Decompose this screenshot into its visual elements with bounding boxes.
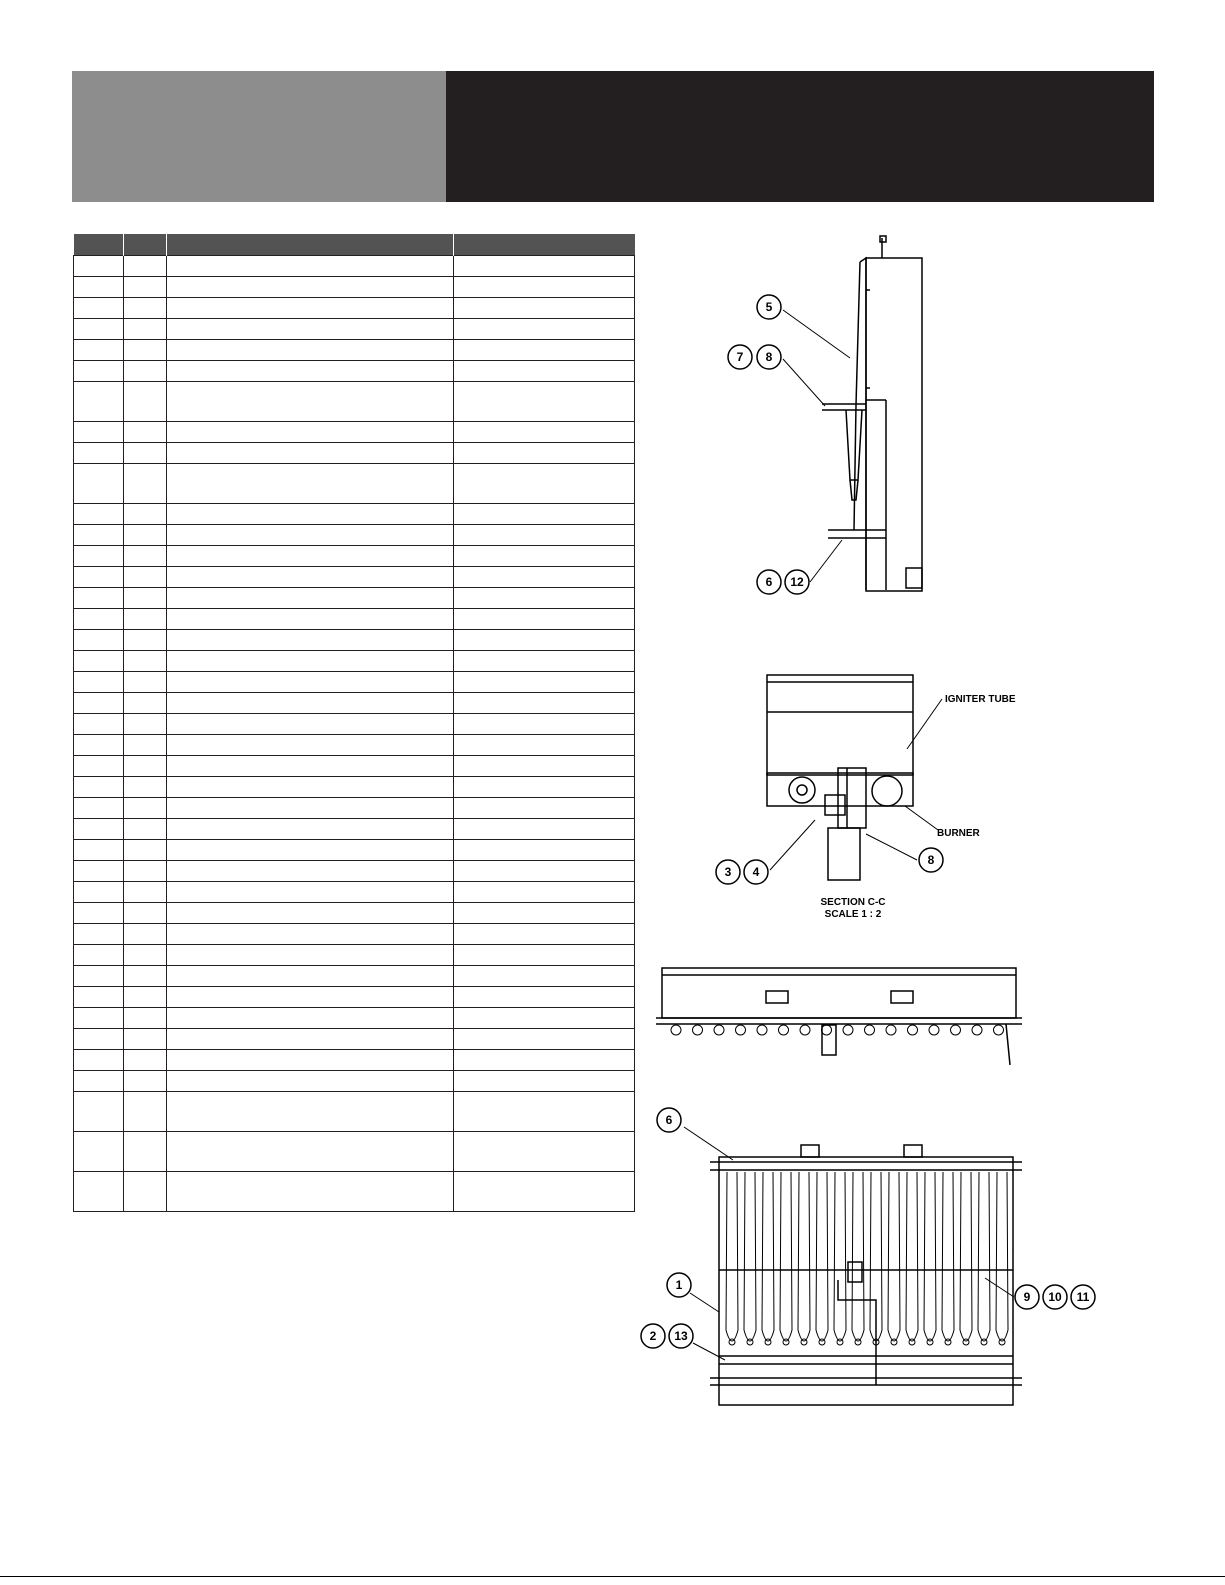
parts-table-row bbox=[74, 1132, 635, 1172]
parts-table-cell bbox=[124, 924, 167, 945]
parts-table-cell bbox=[167, 882, 454, 903]
parts-table-cell bbox=[124, 777, 167, 798]
parts-table-cell bbox=[454, 277, 635, 298]
parts-table-cell bbox=[74, 298, 124, 319]
parts-table-cell bbox=[167, 672, 454, 693]
bottom-view-burner-tubes bbox=[726, 1172, 1008, 1345]
igniter-tube-label: IGNITER TUBE bbox=[945, 694, 1016, 705]
burner-tube bbox=[996, 1172, 1008, 1341]
parts-table-row bbox=[74, 1008, 635, 1029]
parts-table-cell bbox=[167, 798, 454, 819]
front-nozzle bbox=[886, 1025, 896, 1035]
front-nozzle bbox=[929, 1025, 939, 1035]
parts-table-cell bbox=[454, 1172, 635, 1212]
parts-table-cell bbox=[124, 693, 167, 714]
burner-tube bbox=[780, 1172, 792, 1341]
parts-table-row bbox=[74, 693, 635, 714]
header-cell-description bbox=[167, 234, 454, 256]
parts-table-cell bbox=[124, 672, 167, 693]
burner-tube bbox=[726, 1172, 738, 1341]
parts-table-cell bbox=[454, 924, 635, 945]
parts-table-cell bbox=[167, 651, 454, 672]
parts-table-row bbox=[74, 819, 635, 840]
parts-table-cell bbox=[454, 1029, 635, 1050]
parts-table-cell bbox=[124, 945, 167, 966]
parts-table-cell bbox=[74, 987, 124, 1008]
parts-table-cell bbox=[124, 1172, 167, 1212]
parts-table-cell bbox=[167, 443, 454, 464]
callout-number: 8 bbox=[927, 853, 935, 867]
burner-tube bbox=[978, 1172, 990, 1341]
parts-table-cell bbox=[454, 714, 635, 735]
parts-table-cell bbox=[454, 735, 635, 756]
parts-table-cell bbox=[454, 1132, 635, 1172]
parts-table-cell bbox=[167, 840, 454, 861]
parts-table-cell bbox=[167, 382, 454, 422]
front-nozzle bbox=[951, 1025, 961, 1035]
parts-table-cell bbox=[124, 1092, 167, 1132]
parts-table-cell bbox=[167, 966, 454, 987]
parts-table bbox=[73, 234, 635, 1212]
parts-table-cell bbox=[74, 443, 124, 464]
parts-table-cell bbox=[454, 798, 635, 819]
parts-table-row bbox=[74, 1092, 635, 1132]
parts-table-cell bbox=[124, 546, 167, 567]
parts-table-cell bbox=[167, 903, 454, 924]
front-nozzle bbox=[693, 1025, 703, 1035]
parts-table-cell bbox=[454, 464, 635, 504]
parts-table-cell bbox=[167, 1172, 454, 1212]
burner-orifice bbox=[819, 1339, 825, 1345]
callout-number: 13 bbox=[674, 1329, 688, 1343]
parts-table-cell bbox=[167, 777, 454, 798]
parts-table-cell bbox=[74, 422, 124, 443]
parts-table-cell bbox=[74, 277, 124, 298]
parts-table-cell bbox=[167, 714, 454, 735]
parts-table-cell bbox=[454, 861, 635, 882]
parts-table-cell bbox=[124, 464, 167, 504]
parts-table-row bbox=[74, 756, 635, 777]
header-cell-qty bbox=[124, 234, 167, 256]
parts-table-cell bbox=[167, 1092, 454, 1132]
parts-table-row bbox=[74, 298, 635, 319]
parts-table-body bbox=[74, 256, 635, 1212]
parts-table-row bbox=[74, 630, 635, 651]
parts-table-cell bbox=[454, 361, 635, 382]
parts-table-cell bbox=[167, 567, 454, 588]
parts-table-row bbox=[74, 422, 635, 443]
parts-table-cell bbox=[167, 1029, 454, 1050]
parts-table-cell bbox=[167, 298, 454, 319]
parts-table-cell bbox=[454, 966, 635, 987]
side-view-callout-leaders bbox=[783, 310, 850, 582]
burner-orifice bbox=[729, 1339, 735, 1345]
parts-table-cell bbox=[124, 422, 167, 443]
burner-tube bbox=[924, 1172, 936, 1341]
parts-table-row bbox=[74, 1050, 635, 1071]
parts-table-row bbox=[74, 525, 635, 546]
parts-table-cell bbox=[454, 903, 635, 924]
parts-table-row bbox=[74, 945, 635, 966]
parts-table-cell bbox=[167, 464, 454, 504]
parts-table-cell bbox=[454, 693, 635, 714]
parts-table-cell bbox=[167, 361, 454, 382]
parts-table-cell bbox=[167, 1071, 454, 1092]
parts-table-cell bbox=[124, 756, 167, 777]
burner-tube bbox=[816, 1172, 828, 1341]
parts-table-cell bbox=[167, 546, 454, 567]
parts-table-cell bbox=[454, 630, 635, 651]
parts-table-cell bbox=[124, 1132, 167, 1172]
parts-table-row bbox=[74, 1029, 635, 1050]
parts-table-cell bbox=[74, 1132, 124, 1172]
callout-number: 12 bbox=[790, 575, 804, 589]
parts-table-cell bbox=[124, 256, 167, 277]
parts-table-cell bbox=[167, 256, 454, 277]
front-nozzle bbox=[736, 1025, 746, 1035]
burner-orifice bbox=[747, 1339, 753, 1345]
parts-table-row bbox=[74, 361, 635, 382]
parts-table-row bbox=[74, 882, 635, 903]
parts-table-cell bbox=[124, 382, 167, 422]
parts-table-cell bbox=[74, 924, 124, 945]
parts-table-row bbox=[74, 1071, 635, 1092]
side-view-drawing bbox=[822, 236, 922, 591]
parts-table-cell bbox=[74, 1071, 124, 1092]
parts-table-row bbox=[74, 277, 635, 298]
section-view-callouts bbox=[716, 848, 943, 884]
parts-table-cell bbox=[74, 546, 124, 567]
parts-table-cell bbox=[124, 277, 167, 298]
parts-table-cell bbox=[74, 966, 124, 987]
callout-number: 6 bbox=[665, 1113, 673, 1127]
parts-table-cell bbox=[167, 630, 454, 651]
footer-rule bbox=[0, 1576, 1225, 1577]
front-nozzle bbox=[822, 1025, 832, 1035]
parts-table-row bbox=[74, 966, 635, 987]
parts-table-cell bbox=[74, 882, 124, 903]
parts-table-cell bbox=[74, 504, 124, 525]
parts-table-cell bbox=[167, 924, 454, 945]
parts-table-cell bbox=[124, 298, 167, 319]
parts-table-row bbox=[74, 735, 635, 756]
parts-table-cell bbox=[74, 693, 124, 714]
parts-table-cell bbox=[167, 819, 454, 840]
front-nozzle bbox=[779, 1025, 789, 1035]
parts-table-cell bbox=[74, 819, 124, 840]
callout-number: 8 bbox=[765, 350, 773, 364]
parts-table-cell bbox=[454, 756, 635, 777]
callout-number: 3 bbox=[724, 865, 732, 879]
burner-tube bbox=[942, 1172, 954, 1341]
header-cell-item bbox=[74, 234, 124, 256]
burner-tube bbox=[888, 1172, 900, 1341]
parts-table-row bbox=[74, 319, 635, 340]
parts-table-cell bbox=[454, 672, 635, 693]
front-nozzle bbox=[757, 1025, 767, 1035]
parts-table-cell bbox=[167, 1050, 454, 1071]
parts-table-cell bbox=[124, 966, 167, 987]
parts-table-cell bbox=[454, 1050, 635, 1071]
parts-table-row bbox=[74, 903, 635, 924]
header-grey-block bbox=[72, 71, 446, 202]
parts-table-cell bbox=[167, 1132, 454, 1172]
front-nozzle bbox=[843, 1025, 853, 1035]
parts-table-cell bbox=[454, 443, 635, 464]
parts-table-row bbox=[74, 443, 635, 464]
burner-orifice bbox=[801, 1339, 807, 1345]
parts-table-row bbox=[74, 987, 635, 1008]
parts-table-cell bbox=[454, 382, 635, 422]
parts-table-cell bbox=[167, 609, 454, 630]
parts-table-cell bbox=[167, 319, 454, 340]
parts-table-cell bbox=[167, 504, 454, 525]
parts-table-cell bbox=[74, 777, 124, 798]
parts-table-cell bbox=[124, 1071, 167, 1092]
section-view-leaders bbox=[770, 699, 942, 870]
burner-orifice bbox=[855, 1339, 861, 1345]
front-nozzle bbox=[994, 1025, 1004, 1035]
parts-table-cell bbox=[74, 672, 124, 693]
header-cell-part-number bbox=[454, 234, 635, 256]
burner-orifice bbox=[963, 1339, 969, 1345]
parts-table-cell bbox=[167, 588, 454, 609]
parts-table-cell bbox=[124, 798, 167, 819]
callout-number: 11 bbox=[1076, 1290, 1090, 1304]
parts-table-cell bbox=[74, 861, 124, 882]
callout-number: 5 bbox=[765, 300, 773, 314]
callout-number: 1 bbox=[675, 1278, 683, 1292]
parts-table-cell bbox=[124, 340, 167, 361]
parts-table-cell bbox=[454, 319, 635, 340]
burner-tube bbox=[744, 1172, 756, 1341]
parts-table-row bbox=[74, 546, 635, 567]
parts-table-cell bbox=[74, 840, 124, 861]
callout-number: 6 bbox=[765, 575, 773, 589]
parts-table-row bbox=[74, 924, 635, 945]
front-nozzle bbox=[865, 1025, 875, 1035]
parts-table-row bbox=[74, 777, 635, 798]
burner-orifice bbox=[909, 1339, 915, 1345]
section-title: SECTION C-C bbox=[820, 897, 886, 908]
callout-number: 7 bbox=[736, 350, 744, 364]
parts-table-cell bbox=[167, 277, 454, 298]
parts-table-cell bbox=[124, 1029, 167, 1050]
parts-table-cell bbox=[167, 861, 454, 882]
parts-table-cell bbox=[124, 987, 167, 1008]
parts-table-cell bbox=[74, 630, 124, 651]
parts-table-cell bbox=[167, 693, 454, 714]
parts-table-cell bbox=[454, 298, 635, 319]
parts-table-cell bbox=[74, 525, 124, 546]
parts-table-cell bbox=[124, 1050, 167, 1071]
parts-table-cell bbox=[124, 714, 167, 735]
parts-table-cell bbox=[74, 756, 124, 777]
callout-number: 4 bbox=[752, 865, 760, 879]
parts-table-cell bbox=[124, 819, 167, 840]
parts-table-cell bbox=[124, 361, 167, 382]
parts-table-cell bbox=[124, 735, 167, 756]
callout-number: 2 bbox=[649, 1329, 657, 1343]
parts-table-row bbox=[74, 567, 635, 588]
parts-table-cell bbox=[454, 525, 635, 546]
front-nozzle bbox=[714, 1025, 724, 1035]
parts-table-row bbox=[74, 340, 635, 361]
parts-table-row bbox=[74, 588, 635, 609]
burner-orifice bbox=[891, 1339, 897, 1345]
parts-table-cell bbox=[74, 464, 124, 504]
front-nozzle bbox=[972, 1025, 982, 1035]
parts-table-cell bbox=[74, 382, 124, 422]
parts-table-cell bbox=[124, 504, 167, 525]
parts-table-cell bbox=[454, 609, 635, 630]
parts-table-cell bbox=[454, 945, 635, 966]
burner-label: BURNER bbox=[937, 828, 980, 839]
section-scale: SCALE 1 : 2 bbox=[824, 909, 882, 920]
parts-table-cell bbox=[74, 588, 124, 609]
parts-table-cell bbox=[124, 609, 167, 630]
parts-table-cell bbox=[124, 443, 167, 464]
parts-table-cell bbox=[74, 1008, 124, 1029]
parts-table-row bbox=[74, 1172, 635, 1212]
parts-table-row bbox=[74, 798, 635, 819]
parts-table-cell bbox=[454, 567, 635, 588]
parts-table-row bbox=[74, 714, 635, 735]
parts-table-cell bbox=[74, 1172, 124, 1212]
parts-table-cell bbox=[124, 319, 167, 340]
parts-table-cell bbox=[74, 256, 124, 277]
parts-table-cell bbox=[124, 567, 167, 588]
parts-table-cell bbox=[74, 340, 124, 361]
parts-table-cell bbox=[74, 1029, 124, 1050]
burner-orifice bbox=[945, 1339, 951, 1345]
parts-table-cell bbox=[74, 1092, 124, 1132]
parts-table-cell bbox=[74, 651, 124, 672]
parts-table-row bbox=[74, 861, 635, 882]
parts-table-row bbox=[74, 840, 635, 861]
parts-table-cell bbox=[454, 340, 635, 361]
parts-table-cell bbox=[74, 945, 124, 966]
parts-table-cell bbox=[124, 903, 167, 924]
burner-tube bbox=[762, 1172, 774, 1341]
burner-tube bbox=[852, 1172, 864, 1341]
parts-table-cell bbox=[167, 945, 454, 966]
burner-orifice bbox=[999, 1339, 1005, 1345]
parts-table-cell bbox=[74, 903, 124, 924]
parts-table-cell bbox=[167, 1008, 454, 1029]
parts-table-cell bbox=[74, 714, 124, 735]
parts-table-row bbox=[74, 382, 635, 422]
burner-orifice bbox=[837, 1339, 843, 1345]
parts-table-cell bbox=[124, 882, 167, 903]
burner-tube bbox=[906, 1172, 918, 1341]
parts-table-cell bbox=[454, 588, 635, 609]
parts-table-cell bbox=[124, 861, 167, 882]
burner-orifice bbox=[765, 1339, 771, 1345]
burner-tube bbox=[960, 1172, 972, 1341]
front-view-drawing bbox=[656, 968, 1022, 1065]
parts-table-cell bbox=[454, 987, 635, 1008]
front-nozzle bbox=[671, 1025, 681, 1035]
burner-orifice bbox=[783, 1339, 789, 1345]
burner-tube bbox=[834, 1172, 846, 1341]
parts-table-cell bbox=[124, 1008, 167, 1029]
parts-table-cell bbox=[124, 840, 167, 861]
parts-table-cell bbox=[124, 651, 167, 672]
parts-table-row bbox=[74, 609, 635, 630]
burner-tube bbox=[798, 1172, 810, 1341]
burner-orifice bbox=[927, 1339, 933, 1345]
parts-table-row bbox=[74, 672, 635, 693]
burner-assembly-drawing bbox=[640, 228, 1140, 1418]
parts-table-cell bbox=[74, 1050, 124, 1071]
parts-table-cell bbox=[167, 525, 454, 546]
parts-table-cell bbox=[124, 588, 167, 609]
front-nozzle bbox=[800, 1025, 810, 1035]
side-view-callouts bbox=[728, 295, 809, 594]
parts-table-cell bbox=[74, 361, 124, 382]
bottom-view-drawing bbox=[710, 1145, 1022, 1405]
parts-table-cell bbox=[74, 609, 124, 630]
parts-table-cell bbox=[167, 987, 454, 1008]
parts-table-row bbox=[74, 256, 635, 277]
callout-number: 10 bbox=[1048, 1290, 1062, 1304]
parts-table-cell bbox=[454, 1071, 635, 1092]
parts-table-cell bbox=[454, 256, 635, 277]
header-black-block bbox=[446, 71, 1154, 202]
parts-table-cell bbox=[124, 525, 167, 546]
parts-table-cell bbox=[454, 546, 635, 567]
parts-table-cell bbox=[454, 651, 635, 672]
parts-table-cell bbox=[454, 882, 635, 903]
parts-table-cell bbox=[454, 1008, 635, 1029]
callout-number: 9 bbox=[1023, 1290, 1031, 1304]
parts-table-cell bbox=[74, 798, 124, 819]
burner-orifice bbox=[981, 1339, 987, 1345]
parts-table-row bbox=[74, 504, 635, 525]
parts-table-cell bbox=[454, 1092, 635, 1132]
parts-table-cell bbox=[454, 504, 635, 525]
parts-table-row bbox=[74, 464, 635, 504]
parts-table-header-row bbox=[74, 234, 635, 256]
parts-table-cell bbox=[74, 319, 124, 340]
parts-table-cell bbox=[454, 777, 635, 798]
parts-table-cell bbox=[124, 630, 167, 651]
parts-table-cell bbox=[74, 735, 124, 756]
parts-table-cell bbox=[167, 340, 454, 361]
parts-table-cell bbox=[167, 735, 454, 756]
parts-table-cell bbox=[74, 567, 124, 588]
front-view-nozzles bbox=[671, 1025, 1004, 1035]
front-nozzle bbox=[908, 1025, 918, 1035]
parts-table-cell bbox=[454, 422, 635, 443]
parts-table-cell bbox=[167, 422, 454, 443]
parts-table-row bbox=[74, 651, 635, 672]
parts-table-cell bbox=[454, 840, 635, 861]
parts-table-cell bbox=[454, 819, 635, 840]
parts-table-cell bbox=[167, 756, 454, 777]
